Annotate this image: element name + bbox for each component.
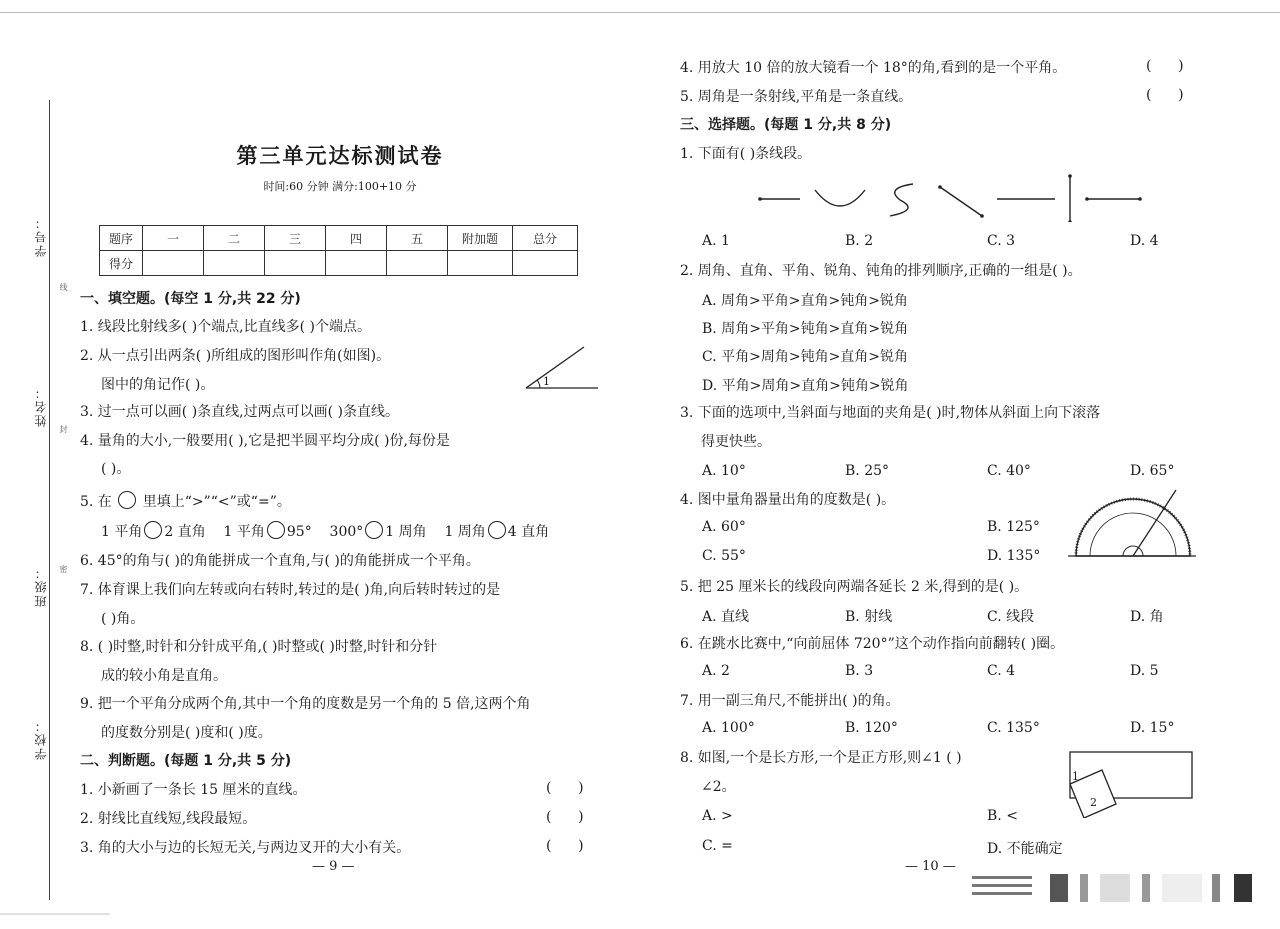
option[interactable]: D. 平角>周角>直角>钝角>锐角	[702, 378, 909, 394]
score-input[interactable]	[143, 251, 204, 276]
option[interactable]: B. <	[987, 808, 1018, 824]
section-judge: 二、判断题。(每题 1 分,共 5 分)	[80, 753, 292, 769]
compare-item: 95°	[286, 524, 312, 540]
option[interactable]: B. 125°	[987, 519, 1040, 535]
question-5-items	[101, 521, 549, 542]
answer-blank[interactable]: ( )	[546, 780, 584, 796]
answer-blank[interactable]: ( )	[1146, 87, 1184, 103]
bottom-left-mark	[0, 913, 110, 915]
question-8: 8. ( )时整,时针和分针成平角,( )时整或( )时整,时针和分针	[80, 639, 438, 655]
question-5	[80, 491, 291, 512]
option[interactable]: C. =	[702, 838, 733, 854]
option[interactable]: A. 10°	[702, 463, 746, 479]
answer-blank[interactable]: ( )	[1146, 58, 1184, 74]
option[interactable]: B. 2	[845, 233, 874, 249]
circle-blank[interactable]	[267, 521, 285, 539]
option[interactable]: C. 4	[987, 663, 1016, 679]
decorative-bars	[972, 872, 1262, 904]
question-4: 4. 量角的大小,一般要用( ),它是把半圆平均分成( )份,每份是	[80, 433, 450, 449]
compare-item: 1 周角	[385, 524, 427, 540]
rect-square-figure	[1066, 748, 1196, 818]
option[interactable]: C. 3	[987, 233, 1016, 249]
choice-3: 3. 下面的选项中,当斜面与地面的夹角是( )时,物体从斜面上向下滚落	[680, 405, 1101, 421]
page-number-left: — 9 —	[312, 859, 355, 874]
margin-line	[49, 100, 50, 900]
page-title: 第三单元达标测试卷	[236, 144, 444, 168]
option[interactable]: B. 周角>平角>钝角>直角>锐角	[702, 321, 909, 337]
table-row	[100, 251, 578, 276]
question-9-cont: 的度数分别是( )度和( )度。	[101, 725, 272, 741]
choice-5: 5. 把 25 厘米长的线段向两端各延长 2 米,得到的是( )。	[680, 579, 1029, 595]
page-number-right: — 10 —	[905, 859, 956, 874]
answer-blank[interactable]: ( )	[546, 809, 584, 825]
option[interactable]: D. 65°	[1130, 463, 1175, 479]
question-2-cont: 图中的角记作( )。	[101, 377, 215, 393]
choice-2: 2. 周角、直角、平角、锐角、钝角的排列顺序,正确的一组是( )。	[680, 263, 1082, 279]
margin-class: 班级：	[34, 565, 48, 607]
option[interactable]: D. 135°	[987, 548, 1041, 564]
question-5-text: 5. 在	[80, 494, 112, 510]
option[interactable]: A. 100°	[702, 720, 755, 736]
question-1: 1. 线段比射线多( )个端点,比直线多( )个端点。	[80, 319, 372, 335]
judge-1: 1. 小新画了一条长 15 厘米的直线。	[80, 782, 307, 798]
table-cell: 附加题	[448, 226, 513, 251]
option[interactable]: A. 1	[702, 233, 730, 249]
option[interactable]: D. 5	[1130, 663, 1159, 679]
option[interactable]: B. 120°	[845, 720, 898, 736]
circle-blank[interactable]	[144, 521, 162, 539]
option[interactable]: D. 15°	[1130, 720, 1175, 736]
option[interactable]: A. 直线	[702, 609, 750, 625]
margin-school: 学校：	[34, 718, 48, 760]
table-row	[100, 226, 578, 251]
choice-1: 1. 下面有( )条线段。	[680, 146, 812, 162]
circle-blank[interactable]	[365, 521, 383, 539]
question-3: 3. 过一点可以画( )条直线,过两点可以画( )条直线。	[80, 404, 400, 420]
margin-mark-secret: 密	[59, 565, 68, 573]
figure-label-2: 2	[1090, 796, 1097, 809]
page-subtitle: 时间:60 分钟 满分:100+10 分	[263, 180, 417, 193]
score-input[interactable]	[326, 251, 387, 276]
table-cell: 二	[204, 226, 265, 251]
table-cell: 一	[143, 226, 204, 251]
compare-item: 1 平角	[101, 524, 143, 540]
margin-student-id: 学号：	[34, 215, 48, 257]
choice-8-cont: ∠2。	[701, 779, 736, 795]
angle-figure	[522, 343, 602, 393]
option[interactable]: B. 射线	[845, 609, 893, 625]
judge-3: 3. 角的大小与边的长短无关,与两边叉开的大小有关。	[80, 840, 411, 856]
margin-mark-line: 线	[59, 283, 68, 291]
score-table	[99, 225, 578, 276]
question-5-text2: 里填上“>”“<”或“=”。	[142, 494, 291, 510]
judge-4: 4. 用放大 10 倍的放大镜看一个 18°的角,看到的是一个平角。	[680, 60, 1067, 76]
score-input[interactable]	[204, 251, 265, 276]
compare-item: 2 直角	[164, 524, 206, 540]
compare-item: 300°	[329, 524, 364, 540]
question-8-cont: 成的较小角是直角。	[101, 668, 227, 684]
option[interactable]: D. 不能确定	[987, 841, 1063, 857]
choice-4: 4. 图中量角器量出角的度数是( )。	[680, 492, 896, 508]
choice-3-cont: 得更快些。	[701, 434, 771, 450]
judge-5: 5. 周角是一条射线,平角是一条直线。	[680, 89, 913, 105]
table-cell: 总分	[513, 226, 578, 251]
angle-label: 1	[543, 375, 550, 388]
margin-name: 姓名：	[34, 385, 48, 427]
option[interactable]: C. 线段	[987, 609, 1035, 625]
score-input[interactable]	[265, 251, 326, 276]
option[interactable]: B. 3	[845, 663, 874, 679]
judge-2: 2. 射线比直线短,线段最短。	[80, 811, 257, 827]
question-9: 9. 把一个平角分成两个角,其中一个角的度数是另一个角的 5 倍,这两个角	[80, 696, 531, 712]
question-2: 2. 从一点引出两条( )所组成的图形叫作角(如图)。	[80, 348, 391, 364]
option[interactable]: A. >	[702, 808, 733, 824]
question-7: 7. 体育课上我们向左转或向右转时,转过的是( )角,向后转时转过的是	[80, 582, 501, 598]
protractor-figure	[1068, 488, 1198, 560]
compare-item: 4 直角	[507, 524, 550, 540]
section-fill-blank: 一、填空题。(每空 1 分,共 22 分)	[80, 291, 301, 307]
option[interactable]: A. 2	[702, 663, 730, 679]
choice-7: 7. 用一副三角尺,不能拼出( )的角。	[680, 693, 900, 709]
table-cell: 五	[387, 226, 448, 251]
circle-blank[interactable]	[488, 521, 506, 539]
compare-item: 1 周角	[444, 524, 486, 540]
table-cell: 四	[326, 226, 387, 251]
option[interactable]: C. 135°	[987, 720, 1040, 736]
score-input[interactable]	[387, 251, 448, 276]
top-border	[0, 12, 1280, 13]
choice-6: 6. 在跳水比赛中,“向前屈体 720°”这个动作指向前翻转( )圈。	[680, 636, 1065, 652]
score-input[interactable]	[448, 251, 513, 276]
compare-item: 1 平角	[223, 524, 265, 540]
margin-mark-seal: 封	[59, 425, 68, 433]
option[interactable]: A. 周角>平角>直角>钝角>锐角	[702, 293, 908, 309]
table-cell: 题序	[100, 226, 143, 251]
option[interactable]: A. 60°	[702, 519, 746, 535]
option[interactable]: C. 40°	[987, 463, 1031, 479]
question-7-cont: ( )角。	[101, 611, 145, 627]
question-4-cont: ( )。	[101, 461, 131, 477]
option[interactable]: C. 平角>周角>钝角>直角>锐角	[702, 349, 909, 365]
option[interactable]: B. 25°	[845, 463, 890, 479]
option[interactable]: C. 55°	[702, 548, 746, 564]
option[interactable]: D. 角	[1130, 609, 1164, 625]
table-cell: 三	[265, 226, 326, 251]
circle-blank[interactable]	[118, 491, 136, 509]
answer-blank[interactable]: ( )	[546, 838, 584, 854]
option[interactable]: D. 4	[1130, 233, 1159, 249]
section-choice: 三、选择题。(每题 1 分,共 8 分)	[680, 117, 892, 133]
figure-label-1: 1	[1072, 770, 1079, 783]
question-6: 6. 45°的角与( )的角能拼成一个直角,与( )的角能拼成一个平角。	[80, 553, 480, 569]
table-cell: 得分	[100, 251, 143, 276]
segments-figure	[755, 172, 1175, 222]
choice-8: 8. 如图,一个是长方形,一个是正方形,则∠1 ( )	[680, 750, 962, 766]
score-input[interactable]	[513, 251, 578, 276]
